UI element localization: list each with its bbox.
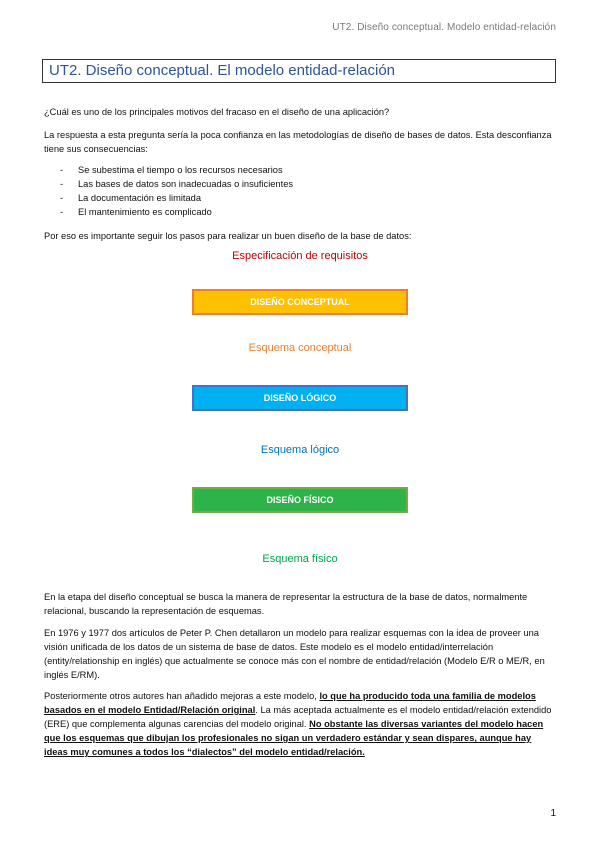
logical-design-box: DISEÑO LÓGICO — [192, 385, 408, 411]
later-text-2: . La más aceptada actualmente es el modelo entidad/relación extendido (ERE) que complementa algunas carencias del modelo original. — [44, 705, 552, 729]
logical-schema-label: Esquema lógico — [260, 444, 340, 456]
conceptual-schema-label: Esquema conceptual — [248, 342, 352, 354]
later-text-1: Posteriormente otros autores han añadido mejoras a este modelo, — [44, 691, 320, 701]
list-item: - El mantenimiento es complicado — [58, 205, 293, 219]
running-header: UT2. Diseño conceptual. Modelo entidad-relación — [332, 22, 556, 33]
physical-design-box: DISEÑO FÍSICO — [192, 487, 408, 513]
answer-paragraph: La respuesta a esta pregunta sería la poca confianza en las metodologías de diseño de bases de datos. Esta desconfianza tiene sus consecuencias: — [44, 130, 552, 154]
list-item: - Se subestima el tiempo o los recursos necesarios — [58, 163, 293, 177]
list-item: - Las bases de datos son inadecuadas o insuficientes — [58, 177, 293, 191]
list-item: - La documentación es limitada — [58, 191, 293, 205]
question-text: ¿Cuál es uno de los principales motivos del fracaso en el diseño de una aplicación? — [44, 107, 390, 117]
later-paragraph — [44, 689, 556, 759]
page-number: 1 — [550, 808, 556, 819]
later-emphasis-2: No obstante las diversas variantes del modelo hacen que los esquemas que dibujan los profesionales no sigan un verdadero estándar y sean dispares, aunque hay ideas muy comunes a todos los “dialectos” del modelo entidad/relación. — [44, 719, 544, 757]
consequences-list — [58, 163, 293, 219]
later-emphasis-1: lo que ha producido toda una familia de modelos basados en el modelo Entidad/Relación original — [44, 691, 536, 715]
page-title: UT2. Diseño conceptual. El modelo entidad-relación — [42, 59, 556, 83]
chen-paragraph: En 1976 y 1977 dos artículos de Peter P. Chen detallaron un modelo para realizar esquemas con la idea de proveer una visión unificada de los datos de un sistema de base de datos. Este modelo es el modelo entidad/interrelación (entity/relationship en inglés) que actualmente se conoce más con el nombre de entidad/relación (Modelo E/R o ME/R, en inglés E/RM). — [44, 628, 545, 680]
steps-intro: Por eso es importante seguir los pasos para realizar un buen diseño de la base de datos: — [44, 231, 412, 241]
requirements-label: Especificación de requisitos — [232, 250, 368, 262]
conceptual-design-box: DISEÑO CONCEPTUAL — [192, 289, 408, 315]
conceptual-paragraph: En la etapa del diseño conceptual se busca la manera de representar la estructura de la base de datos, normalmente relacional, buscando la representación de esquemas. — [44, 592, 528, 616]
physical-schema-label: Esquema físico — [262, 553, 338, 565]
